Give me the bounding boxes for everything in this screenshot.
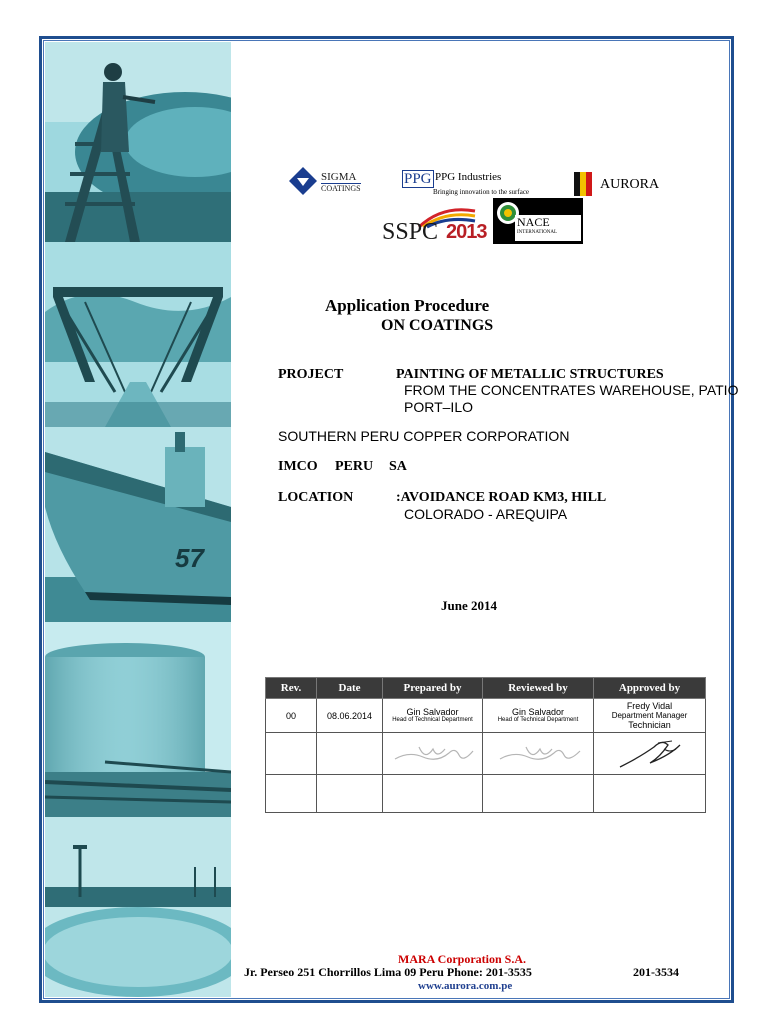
location-line-1: :AVOIDANCE ROAD KM3, HILL xyxy=(396,490,607,505)
header-approved-by: Approved by xyxy=(594,678,706,699)
cell-signature-approved xyxy=(594,733,706,775)
cell-empty xyxy=(317,775,383,813)
revision-table xyxy=(265,677,706,813)
sigma-coatings-logo xyxy=(288,166,370,196)
header-reviewed-by: Reviewed by xyxy=(483,678,594,699)
reviewed-role: Head of Technical Department xyxy=(497,717,579,723)
document-title: Application Procedure xyxy=(325,296,490,315)
client-name: SOUTHERN PERU COPPER CORPORATION xyxy=(278,428,570,444)
ppg-logo xyxy=(400,170,550,200)
svg-text:57: 57 xyxy=(175,543,204,573)
photo-water-plant xyxy=(45,817,231,997)
location-line-2: COLORADO - AREQUIPA xyxy=(404,506,568,522)
approved-role-2: Technician xyxy=(628,720,671,730)
approved-role-1: Department Manager xyxy=(611,711,688,720)
cell-empty xyxy=(266,775,317,813)
project-label: PROJECT xyxy=(278,367,344,382)
sspc-logo xyxy=(382,205,487,245)
signature-prepared xyxy=(389,741,477,767)
cell-empty xyxy=(317,733,383,775)
header-prepared-by: Prepared by xyxy=(383,678,483,699)
project-line-3: PORT–ILO xyxy=(404,399,473,415)
photo-bridge xyxy=(45,242,231,427)
cell-empty xyxy=(594,775,706,813)
project-line-1: PAINTING OF METALLIC STRUCTURES xyxy=(396,367,664,382)
prepared-name: Gin Salvador xyxy=(406,707,459,717)
photo-strip xyxy=(45,42,231,997)
cell-rev: 00 xyxy=(266,699,317,733)
table-row xyxy=(266,699,706,733)
footer-address: Jr. Perseo 251 Chorrillos Lima 09 Peru Phone: 201-3535 xyxy=(244,965,532,979)
aurora-label: AURORA xyxy=(600,177,660,192)
header-date: Date xyxy=(317,678,383,699)
reviewed-name: Gin Salvador xyxy=(511,707,565,717)
signature-approved xyxy=(610,735,690,773)
footer-phone-2: 201-3534 xyxy=(633,965,679,979)
sigma-diamond-icon xyxy=(288,166,318,196)
photo-warship xyxy=(45,427,231,622)
cell-empty xyxy=(266,733,317,775)
table-row-signatures xyxy=(266,733,706,775)
cell-empty xyxy=(483,775,594,813)
photo-painter-ladder xyxy=(45,42,231,242)
footer-company: MARA Corporation S.A. xyxy=(398,952,526,966)
cell-approved xyxy=(594,699,706,733)
contractor-word-2: PERU xyxy=(335,459,374,474)
footer-website[interactable]: www.aurora.com.pe xyxy=(418,980,513,992)
sigma-label: SIGMA xyxy=(321,171,357,183)
nace-sub-label: INTERNATIONAL xyxy=(517,230,557,235)
ppg-mark: PPG xyxy=(404,171,432,187)
ppg-name: PPG Industries xyxy=(435,171,502,183)
cell-signature-prepared xyxy=(383,733,483,775)
cell-signature-reviewed xyxy=(483,733,594,775)
contractor-word-3: SA xyxy=(389,459,407,474)
header-rev: Rev. xyxy=(266,678,317,699)
document-subtitle: ON COATINGS xyxy=(381,317,494,334)
ppg-tagline: Bringing innovation to the surface xyxy=(433,188,530,196)
nace-logo xyxy=(493,198,583,244)
aurora-flag-icon xyxy=(572,172,594,196)
cell-reviewed xyxy=(483,699,594,733)
approved-name: Fredy Vidal xyxy=(626,701,673,711)
cell-date: 08.06.2014 xyxy=(317,699,383,733)
cell-prepared xyxy=(383,699,483,733)
sspc-year: 2013 xyxy=(446,221,487,243)
nace-label: NACE xyxy=(517,215,550,229)
contractor-word-1: IMCO xyxy=(278,459,318,474)
signature-reviewed xyxy=(492,741,584,767)
aurora-logo xyxy=(572,172,682,198)
project-line-2: FROM THE CONCENTRATES WAREHOUSE, PATIO xyxy=(404,382,739,398)
document-date: June 2014 xyxy=(441,598,497,613)
sspc-label: SSPC xyxy=(382,219,439,245)
location-label: LOCATION xyxy=(278,490,354,505)
photo-storage-tank xyxy=(45,622,231,817)
prepared-role: Head of Technical Department xyxy=(392,717,473,723)
sigma-sub-label: COATINGS xyxy=(321,184,361,193)
cell-empty xyxy=(383,775,483,813)
revision-table-header xyxy=(266,678,706,699)
table-row-empty xyxy=(266,775,706,813)
